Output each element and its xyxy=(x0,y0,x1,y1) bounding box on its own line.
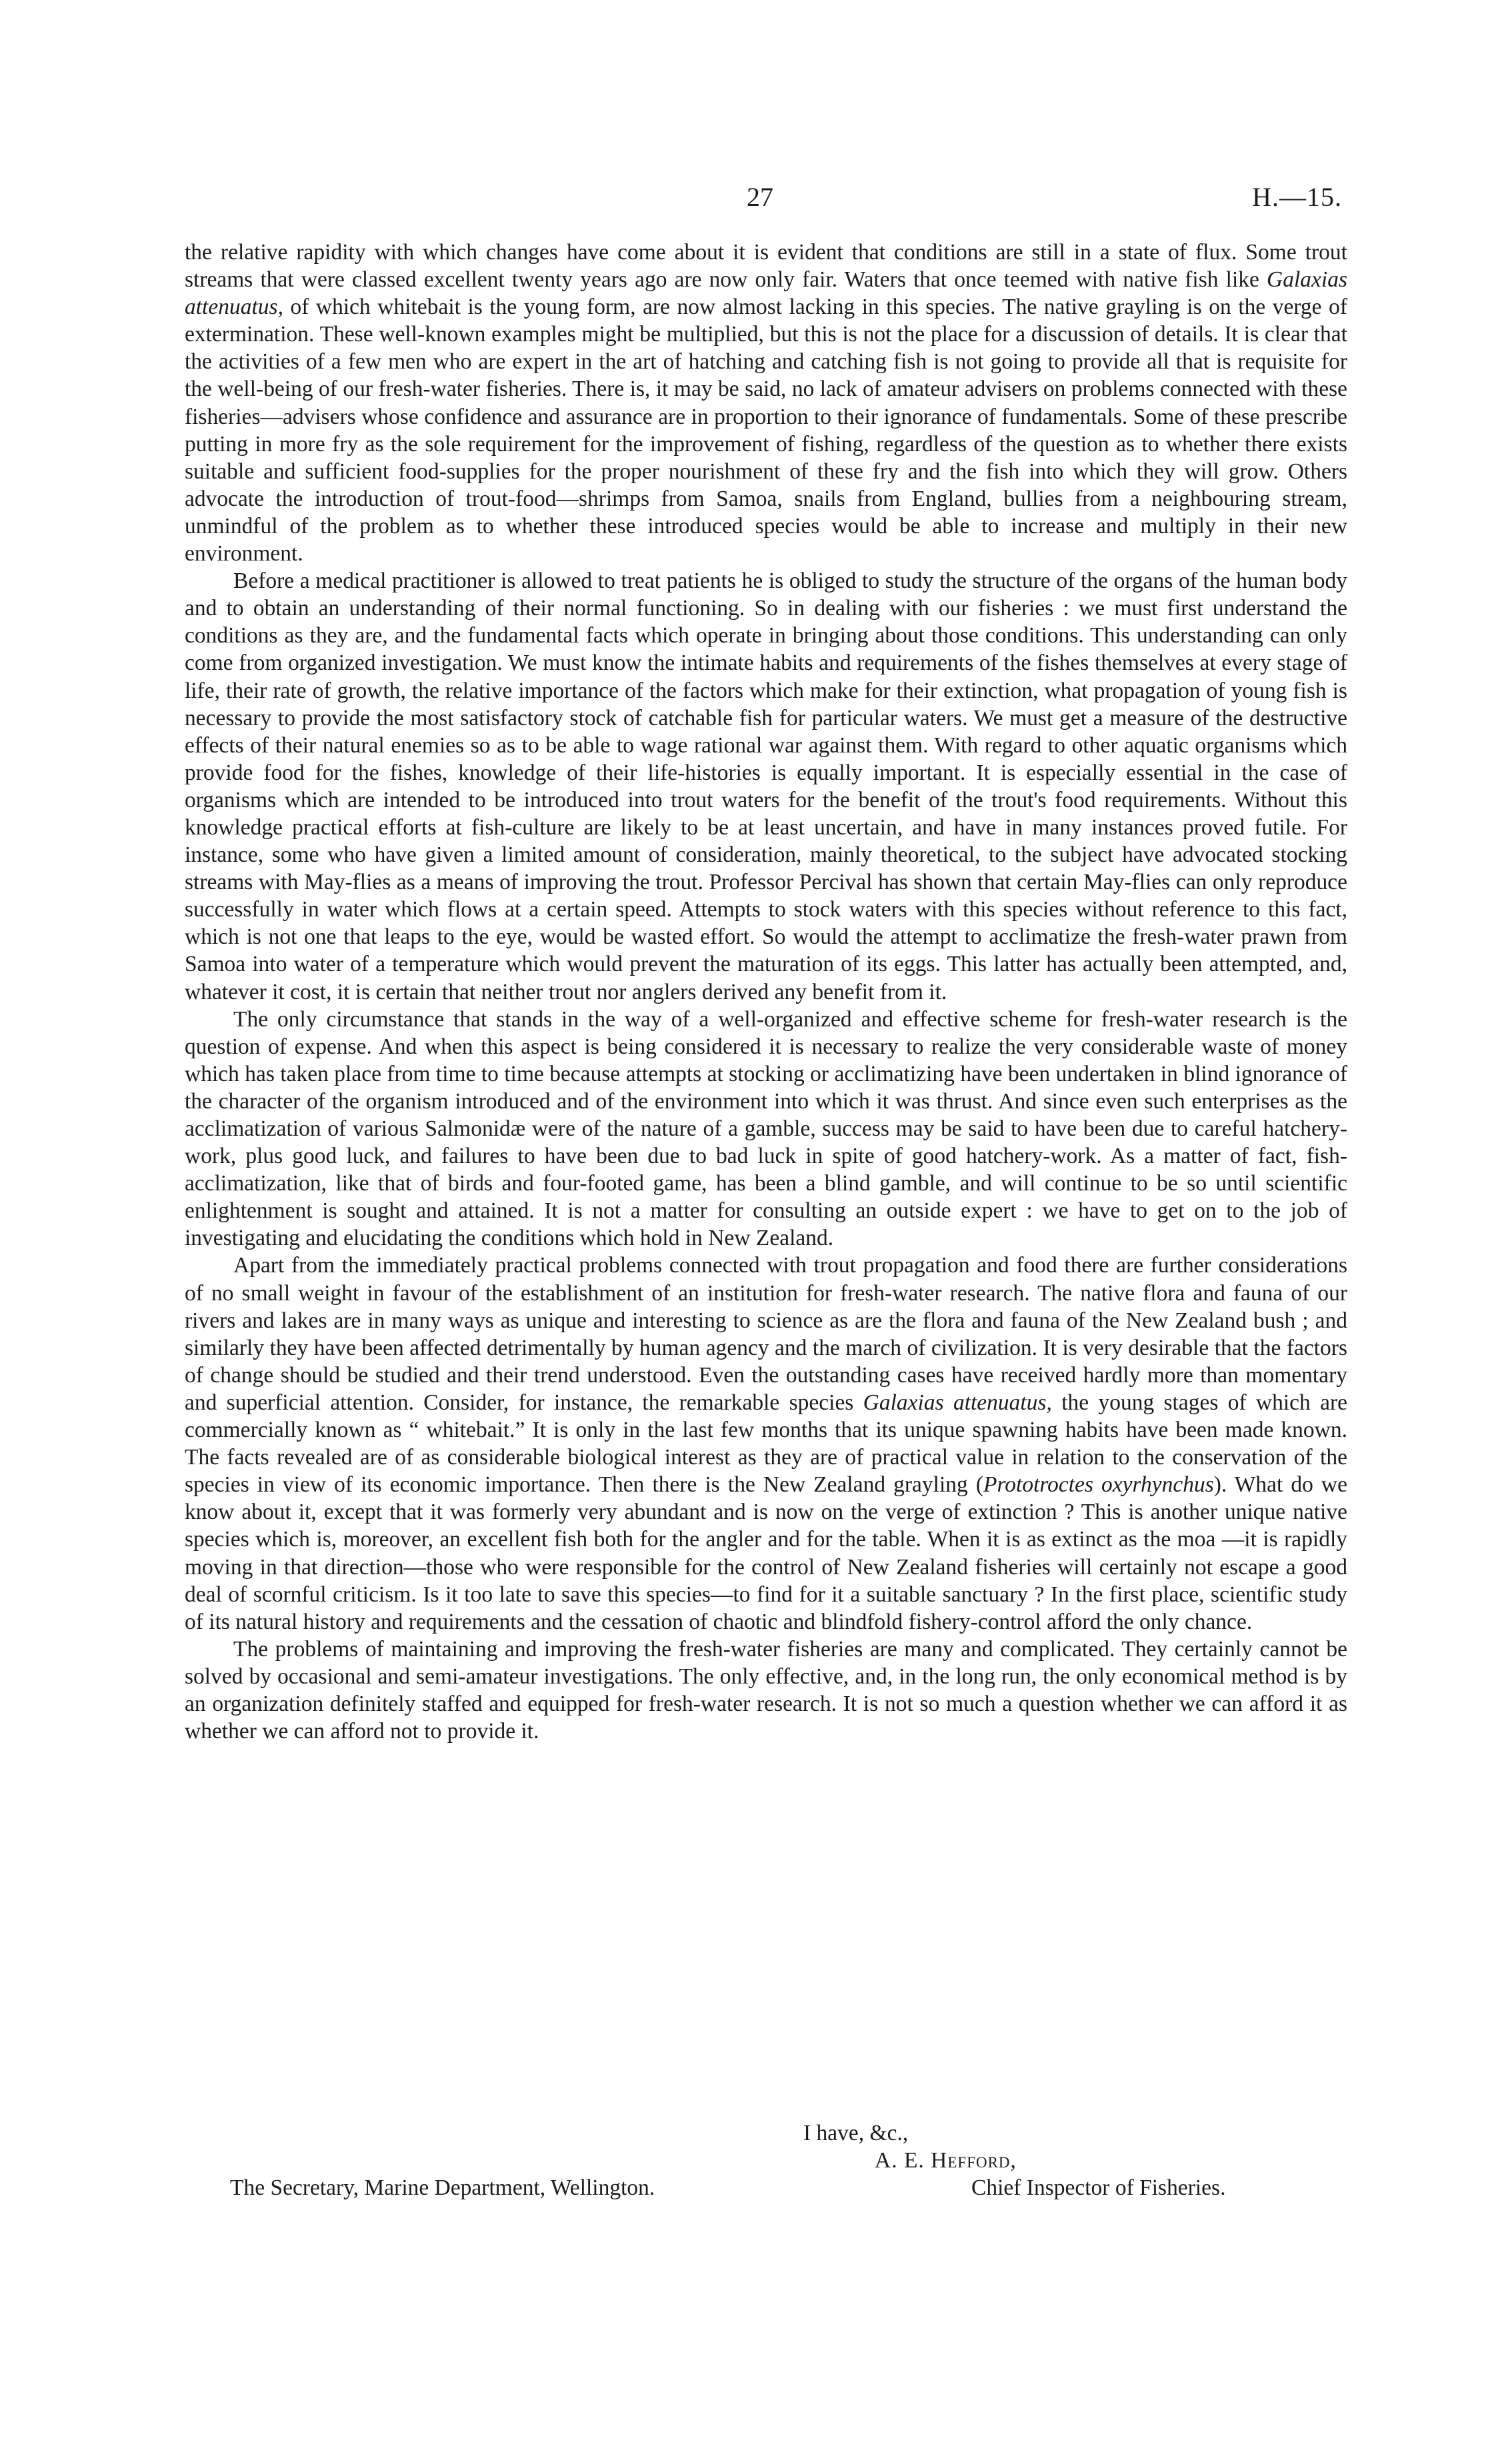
page-number: 27 xyxy=(747,182,773,212)
addressee: The Secretary, Marine Department, Wellington. xyxy=(230,2175,655,2200)
text-run: Before a medical practitioner is allowed to treat patients he is obliged to study the structure of the organs of the human body and to obtain an understanding of their normal functioning. So in dealing with our fisheries : we must first understand the conditions as they are, and the fundamental facts which operate in bringing about those conditions. This understanding can only come from organized investigation. We must know the intimate habits and requirements of the fishes themselves at every stage of life, their rate of growth, the relative importance of the factors which make for their extinction, what propagation of young fish is necessary to provide the most satisfactory stock of catchable fish for particular waters. We must get a measure of the destructive effects of their natural enemies so as to be able to wage rational war against them. With regard to other aquatic organisms which provide food for the fishes, knowledge of their life-histories is equally important. It is especially essential in the case of organisms which are intended to be introduced into trout waters for the benefit of the trout's food requirements. Without this knowledge practical efforts at fish-culture are likely to be at least uncertain, and have in many instances proved futile. For instance, some who have given a limited amount of consideration, mainly theoretical, to the subject have advocated stocking streams with May-flies as a means of improving the trout. Professor Percival has shown that certain May-flies can only reproduce successfully in water which flows at a certain speed. Attempts to stock waters with this species without reference to this fact, which is not one that leaps to the eye, would be wasted effort. So would the attempt to acclimatize the fresh-water prawn from Samoa into water of a temperature which would prevent the maturation of its eggs. This latter has actually been attempted, and, whatever it cost, it is certain that neither trout nor anglers derived any benefit from it. xyxy=(185,569,1347,1004)
signer-name: A. E. Hefford, xyxy=(875,2148,1017,2173)
document-reference: H.—15. xyxy=(1252,182,1342,212)
text-run: The only circumstance that stands in the way of a well-organized and effective scheme for fresh-water research is the question of expense. And when this aspect is being considered it is necessary to realize the very considerable waste of money which has taken place from time to time because attempts at stocking or acclimatizing have been undertaken in blind ignorance of the character of the organism introduced and of the environment into which it was thrust. And since even such enterprises as the acclimatization of various Salmonidæ were of the nature of a gamble, success may be said to have been due to careful hatchery-work, plus good luck, and failures to have been due to bad luck in spite of good hatchery-work. As a matter of fact, fish-acclimatization, like that of birds and four-footed game, has been a blind gamble, and will continue to be so until scientific enlightenment is sought and attained. It is not a matter for consulting an outside expert : we have to get on to the job of investigating and elucidating the conditions which hold in New Zealand. xyxy=(185,1006,1347,1251)
text-run: of which whitebait is the young form, are now almost lacking in this species. The native grayling is on the verge of extermination. These well-known examples might be multiplied, but this is not the place for a discussion of details. It is clear that the activities of a few men who are expert in the art of hatching and catching fish is not going to provide all that is requisite for the well-being of our fresh-water fisheries. There is, it may be said, no lack of amateur advisers on problems connected with these fisheries—advisers whose confidence and assurance are in proportion to their ignorance of fundamentals. Some of these prescribe putting in more fry as the sole requirement for the improvement of fishing, regardless of the question as to whether there exists suitable and sufficient food-supplies for the proper nourishment of these fry and the fish into which they will grow. Others advocate the introduction of trout-food—shrimps from Samoa, snails from England, bullies from a neighbouring stream, unmindful of the problem as to whether these introduced species would be able to increase and multiply in their new environment. xyxy=(185,295,1347,567)
species-name: Prototroctes oxyrhynchus xyxy=(983,1472,1214,1498)
text-run: The problems of maintaining and improving the fresh-water fisheries are many and complicated. They certainly cannot be solved by occasional and semi-amateur investigations. The only effective, and, in the long run, the only economical method is by an organization definitely staffed and equipped for fresh-water research. It is not so much a question whether we can afford it as whether we can afford not to provide it. xyxy=(185,1636,1347,1744)
signer-title: Chief Inspector of Fisheries. xyxy=(971,2175,1226,2200)
body-text xyxy=(185,239,1347,1745)
paragraph xyxy=(185,1006,1347,1252)
paragraph xyxy=(185,239,1347,567)
text-run: the relative rapidity with which changes have come about it is evident that conditions are still in a state of flux. Some trout streams that were classed excellent twenty years ago are now only fair. Waters that once teemed with native fish like xyxy=(185,240,1347,293)
text-run: ). What do we know about it, except that it was formerly very abundant and is now on the verge of extinction ? This is another unique native species which is, moreover, an excellent fish both for the angler and for the table. When it is as extinct as the moa —it is rapidly moving in that direction—those who were responsible for the control of New Zealand fisheries will certainly not escape a good deal of scornful criticism. Is it too late to save this species—to find for it a suitable sanctuary ? In the first place, scientific study of its natural history and requirements and the cessation of chaotic and blindfold fishery-control afford the only chance. xyxy=(185,1472,1347,1634)
text-run: Apart from the immediately practical problems connected with trout propagation and food there are further considerations of no small weight in favour of the establishment of an institution for fresh-water research. The native flora and fauna of our rivers and lakes are in many ways as unique and interesting to science as are the flora and fauna of the New Zealand bush ; and similarly they have been affected detrimentally by human agency and the march of civilization. It is very desirable that the factors of change should be studied and their trend understood. Even the outstanding cases have received hardly more than momentary and superficial attention. Consider, for instance, the remarkable species xyxy=(185,1253,1347,1415)
paragraph xyxy=(185,1636,1347,1745)
species-name: Galaxias attenuatus, xyxy=(185,267,1347,320)
signoff-block xyxy=(185,2119,1347,2206)
page-header xyxy=(0,179,1504,216)
text-run: the young stages of which are commercially known as “ whitebait.” It is only in the last few months that its unique spawning habits have been made known. The facts revealed are of as considerable biological interest as they are of practical value in relation to the conservation of the species in view of its economic importance. Then there is the New Zealand grayling ( xyxy=(185,1390,1347,1498)
paragraph xyxy=(185,1252,1347,1635)
closing-line: I have, &c., xyxy=(803,2121,909,2145)
paragraph xyxy=(185,567,1347,1006)
species-name: Galaxias attenuatus, xyxy=(863,1390,1052,1415)
